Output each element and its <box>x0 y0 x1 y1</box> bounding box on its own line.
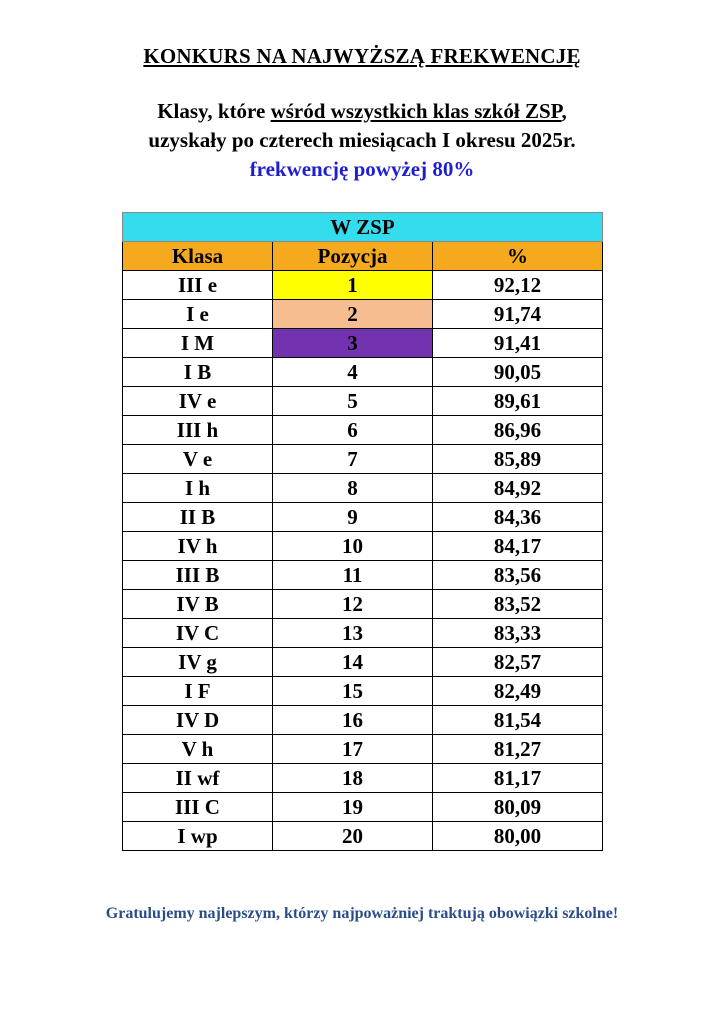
table-row <box>123 648 603 677</box>
table-row <box>123 358 603 387</box>
table-row <box>123 474 603 503</box>
cell-percent: 84,92 <box>433 474 603 503</box>
cell-klasa: I wp <box>123 822 273 851</box>
intro-line-1-post: , <box>561 99 567 123</box>
page-title: KONKURS NA NAJWYŻSZĄ FREKWENCJĘ <box>143 44 581 68</box>
cell-percent: 83,56 <box>433 561 603 590</box>
cell-pozycja: 4 <box>273 358 433 387</box>
table-row <box>123 706 603 735</box>
cell-pozycja: 12 <box>273 590 433 619</box>
cell-klasa: III h <box>123 416 273 445</box>
intro-line-1-pre: Klasy, które <box>157 99 271 123</box>
intro-line-2: uzyskały po czterech miesiącach I okresu 2025r. <box>148 128 576 152</box>
table-row <box>123 822 603 851</box>
cell-percent: 92,12 <box>433 271 603 300</box>
table-row <box>123 387 603 416</box>
attendance-table <box>122 212 603 851</box>
cell-percent: 89,61 <box>433 387 603 416</box>
intro-line-1 <box>0 97 724 126</box>
cell-pozycja: 16 <box>273 706 433 735</box>
table-column-header-row <box>123 242 603 271</box>
cell-pozycja: 9 <box>273 503 433 532</box>
cell-klasa: I F <box>123 677 273 706</box>
table-group-header: W ZSP <box>123 213 603 242</box>
cell-percent: 86,96 <box>433 416 603 445</box>
cell-pozycja: 18 <box>273 764 433 793</box>
cell-pozycja: 11 <box>273 561 433 590</box>
cell-klasa: IV h <box>123 532 273 561</box>
cell-pozycja: 3 <box>273 329 433 358</box>
cell-klasa: V e <box>123 445 273 474</box>
cell-pozycja: 19 <box>273 793 433 822</box>
cell-pozycja: 2 <box>273 300 433 329</box>
table-row <box>123 445 603 474</box>
cell-percent: 90,05 <box>433 358 603 387</box>
cell-pozycja: 20 <box>273 822 433 851</box>
cell-klasa: IV D <box>123 706 273 735</box>
cell-percent: 91,74 <box>433 300 603 329</box>
cell-klasa: I e <box>123 300 273 329</box>
table-row <box>123 677 603 706</box>
table-row <box>123 271 603 300</box>
table-group-header-row <box>123 213 603 242</box>
table-body <box>123 271 603 851</box>
cell-percent: 84,17 <box>433 532 603 561</box>
cell-percent: 83,52 <box>433 590 603 619</box>
cell-pozycja: 15 <box>273 677 433 706</box>
cell-klasa: IV C <box>123 619 273 648</box>
intro-line-3: frekwencję powyżej 80% <box>249 157 475 181</box>
cell-klasa: IV g <box>123 648 273 677</box>
cell-klasa: III B <box>123 561 273 590</box>
cell-klasa: I M <box>123 329 273 358</box>
cell-klasa: II wf <box>123 764 273 793</box>
cell-klasa: III C <box>123 793 273 822</box>
cell-percent: 80,00 <box>433 822 603 851</box>
cell-klasa: I B <box>123 358 273 387</box>
table-row <box>123 503 603 532</box>
cell-pozycja: 6 <box>273 416 433 445</box>
table-row <box>123 735 603 764</box>
table-row <box>123 590 603 619</box>
cell-pozycja: 13 <box>273 619 433 648</box>
cell-klasa: IV B <box>123 590 273 619</box>
cell-klasa: I h <box>123 474 273 503</box>
cell-klasa: IV e <box>123 387 273 416</box>
cell-percent: 84,36 <box>433 503 603 532</box>
cell-percent: 83,33 <box>433 619 603 648</box>
cell-percent: 81,27 <box>433 735 603 764</box>
table-row <box>123 619 603 648</box>
table-row <box>123 561 603 590</box>
table-row <box>123 764 603 793</box>
cell-pozycja: 1 <box>273 271 433 300</box>
cell-percent: 85,89 <box>433 445 603 474</box>
cell-percent: 82,49 <box>433 677 603 706</box>
intro-line-1-underlined: wśród wszystkich klas szkół ZSP <box>270 99 562 123</box>
table-row <box>123 416 603 445</box>
cell-percent: 81,54 <box>433 706 603 735</box>
cell-percent: 82,57 <box>433 648 603 677</box>
cell-pozycja: 10 <box>273 532 433 561</box>
cell-pozycja: 5 <box>273 387 433 416</box>
table-row <box>123 300 603 329</box>
column-header-pozycja: Pozycja <box>273 242 433 271</box>
cell-pozycja: 17 <box>273 735 433 764</box>
cell-percent: 80,09 <box>433 793 603 822</box>
footer-message: Gratulujemy najlepszym, którzy najpoważniej traktują obowiązki szkolne! <box>105 905 619 922</box>
cell-klasa: V h <box>123 735 273 764</box>
cell-pozycja: 7 <box>273 445 433 474</box>
column-header-klasa: Klasa <box>123 242 273 271</box>
cell-percent: 91,41 <box>433 329 603 358</box>
cell-pozycja: 8 <box>273 474 433 503</box>
table-row <box>123 532 603 561</box>
intro-text <box>0 97 724 184</box>
cell-percent: 81,17 <box>433 764 603 793</box>
table-row <box>123 329 603 358</box>
column-header-percent: % <box>433 242 603 271</box>
cell-klasa: III e <box>123 271 273 300</box>
cell-pozycja: 14 <box>273 648 433 677</box>
cell-klasa: II B <box>123 503 273 532</box>
table-row <box>123 793 603 822</box>
